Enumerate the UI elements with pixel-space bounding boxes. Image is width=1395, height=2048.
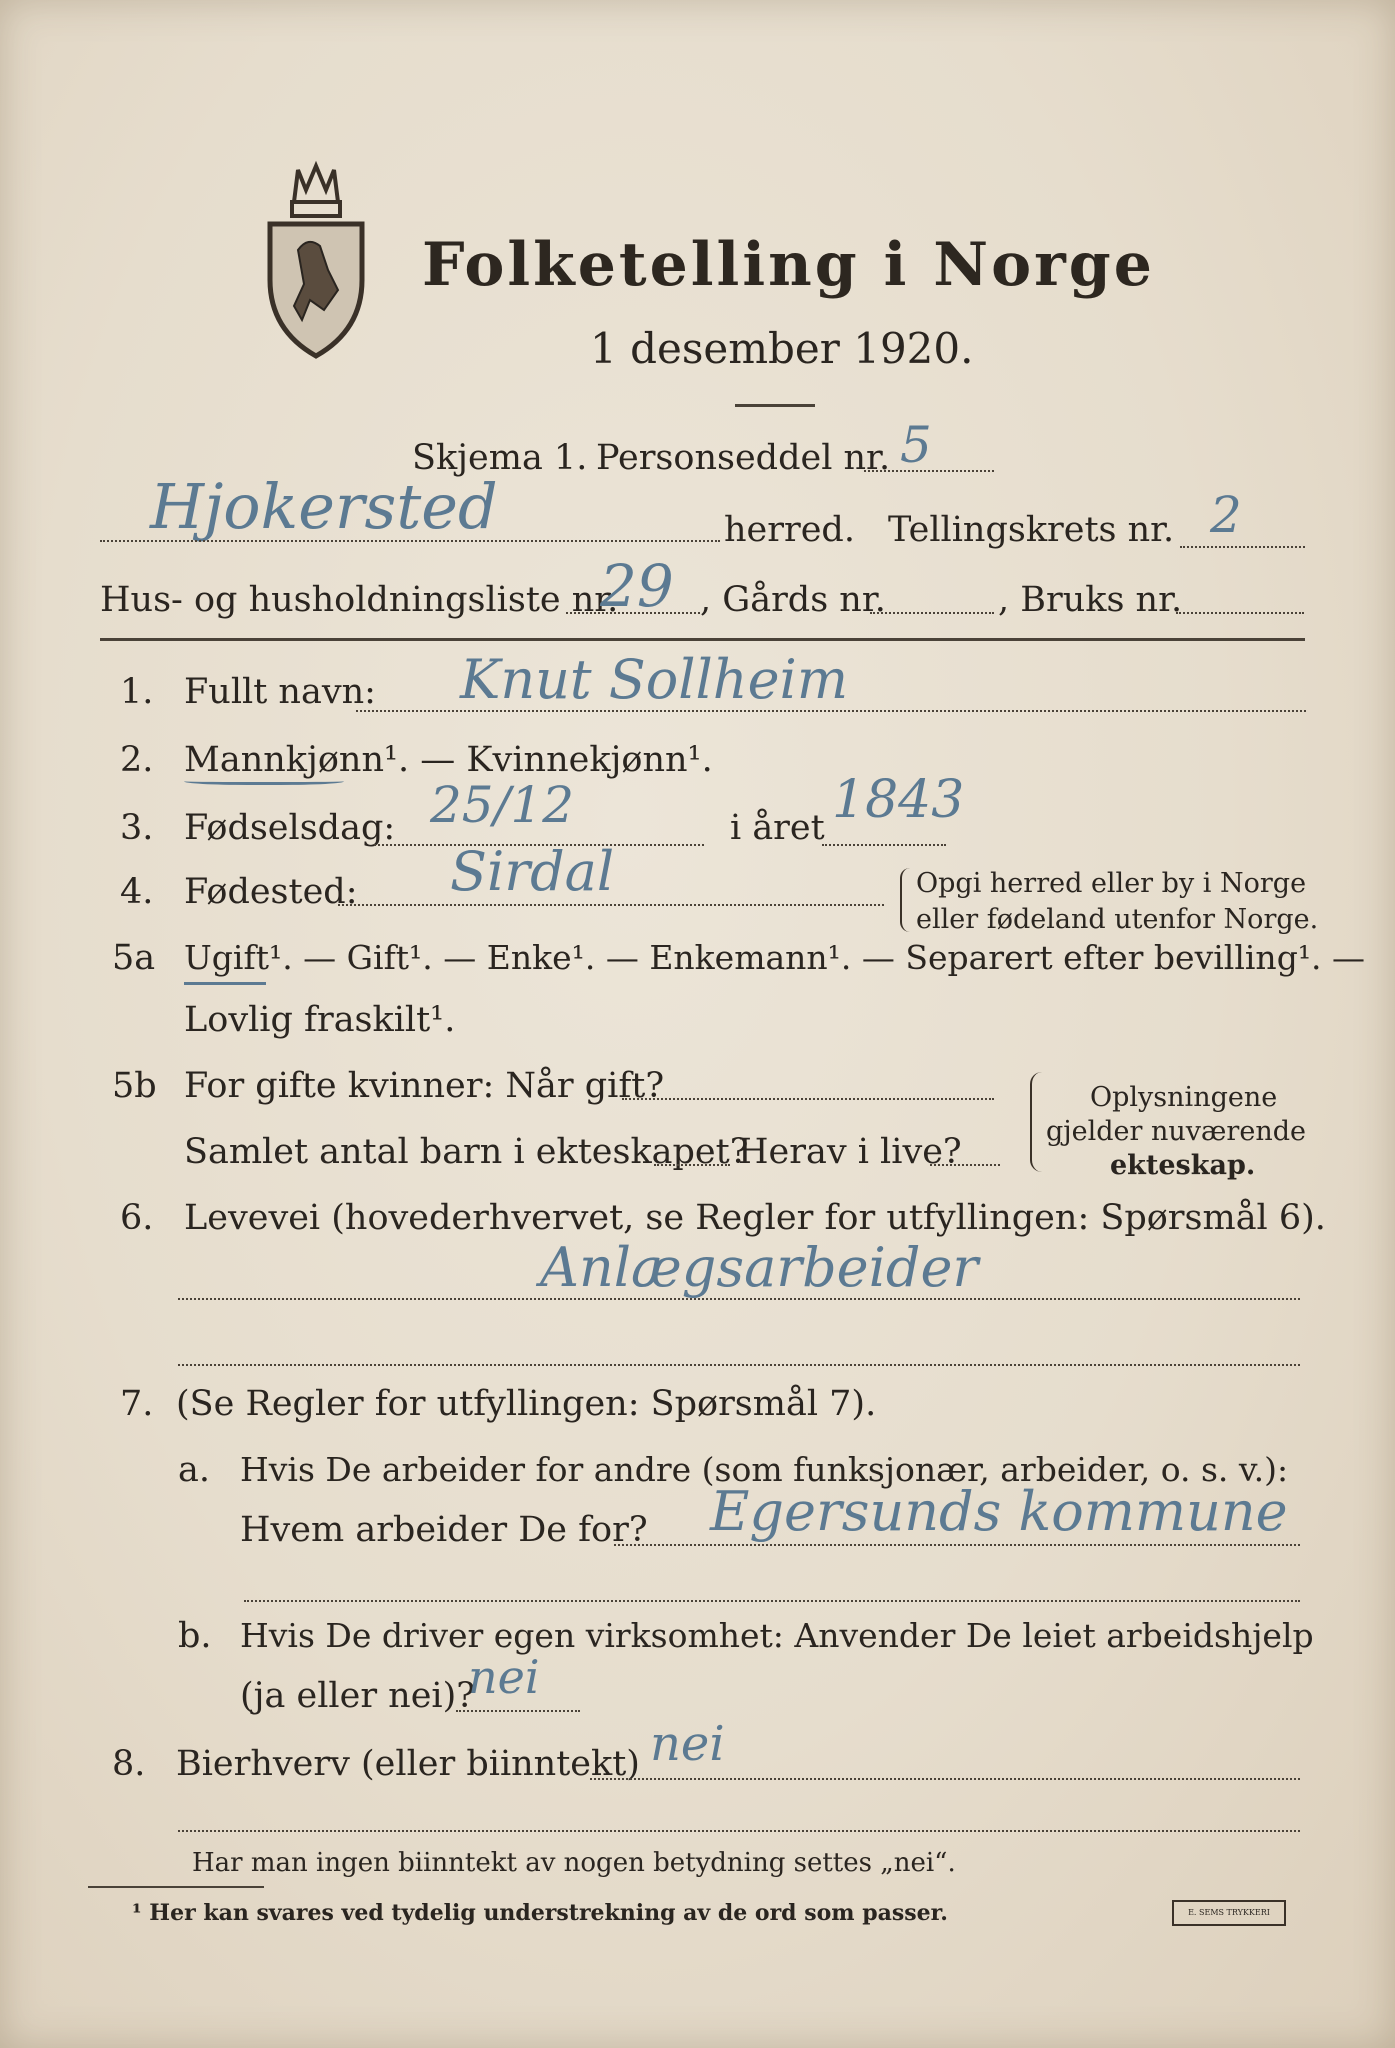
- herred-field-line: [100, 540, 720, 542]
- q4-field-line: [338, 904, 884, 906]
- q5b-when-field-line: [622, 1098, 994, 1100]
- form-date: 1 desember 1920.: [590, 324, 974, 373]
- q3-year-value[interactable]: 1843: [832, 770, 965, 830]
- q5a-number: 5a: [112, 938, 156, 978]
- q4-value[interactable]: Sirdal: [450, 840, 615, 903]
- printer-stamp: E. SEMS TRYKKERI: [1172, 1900, 1286, 1926]
- q1-value[interactable]: Knut Sollheim: [460, 648, 849, 711]
- tellingskrets-field-line: [1180, 546, 1305, 548]
- q5b-note-line3: ekteskap.: [1110, 1150, 1256, 1181]
- q8-field-line: [590, 1778, 1300, 1780]
- herred-value[interactable]: Hjokersted: [150, 470, 498, 543]
- q7a-label2: Hvem arbeider De for?: [240, 1510, 648, 1550]
- q7-label: (Se Regler for utfyllingen: Spørsmål 7).: [176, 1384, 877, 1424]
- q7a-letter: a.: [178, 1450, 210, 1490]
- form-title: Folketelling i Norge: [422, 230, 1155, 300]
- q5a-label2: Lovlig fraskilt¹.: [184, 1000, 456, 1040]
- herred-label: herred.: [724, 510, 855, 550]
- hus-label: Hus- og husholdningsliste nr.: [100, 580, 619, 620]
- q4-note-line2: eller fødeland utenfor Norge.: [916, 904, 1319, 935]
- q6-value[interactable]: Anlægsarbeider: [540, 1236, 979, 1299]
- gards-label: , Gårds nr.: [700, 580, 886, 620]
- header-divider: [100, 638, 1305, 641]
- q5a-label: Ugift¹. — Gift¹. — Enke¹. — Enkemann¹. — Separert efter bevilling¹. —: [184, 938, 1366, 977]
- q7b-field-line: [456, 1710, 580, 1712]
- title-divider: [735, 404, 815, 407]
- q5b-label3: Herav i live?: [738, 1132, 962, 1172]
- tellingskrets-value[interactable]: 2: [1210, 486, 1242, 544]
- q5b-children-field-line: [654, 1164, 730, 1166]
- q5b-note-line1: Oplysningene: [1090, 1082, 1278, 1113]
- q5b-label2: Samlet antal barn i ekteskapet?: [184, 1132, 749, 1172]
- q2-number: 2.: [120, 740, 154, 780]
- q5b-number: 5b: [112, 1066, 157, 1106]
- q8-number: 8.: [112, 1744, 146, 1784]
- q5b-label: For gifte kvinner: Når gift?: [184, 1066, 665, 1106]
- q3-number: 3.: [120, 808, 154, 848]
- q7a-field-line2: [244, 1600, 1300, 1602]
- q4-note-line1: Opgi herred eller by i Norge: [916, 868, 1307, 899]
- q2-underline-mark: [184, 776, 344, 785]
- q3-year-field-line: [822, 844, 946, 846]
- footnote: ¹ Her kan svares ved tydelig understrekning av de ord som passer.: [132, 1900, 948, 1926]
- q7-number: 7.: [120, 1384, 154, 1424]
- q3-label: Fødselsdag:: [184, 808, 396, 848]
- footnote-divider: [88, 1886, 264, 1888]
- norway-coat-of-arms-icon: [258, 160, 374, 360]
- q4-brace: [900, 868, 910, 932]
- q7b-value[interactable]: nei: [468, 1650, 540, 1704]
- q4-label: Fødested:: [184, 872, 358, 912]
- q8-label: Bierhverv (eller biinntekt): [176, 1744, 640, 1784]
- q6-number: 6.: [120, 1198, 154, 1238]
- bruks-field-line: [1176, 612, 1304, 614]
- q5b-alive-field-line: [930, 1164, 1000, 1166]
- q3-value[interactable]: 25/12: [430, 776, 575, 834]
- q5b-brace: [1030, 1072, 1042, 1172]
- bruks-label: , Bruks nr.: [998, 580, 1183, 620]
- skjema-label: Skjema 1.: [412, 438, 588, 478]
- nei-note: Har man ingen biinntekt av nogen betydning settes „nei“.: [192, 1848, 956, 1878]
- tellingskrets-label: Tellingskrets nr.: [888, 510, 1175, 550]
- q4-number: 4.: [120, 872, 154, 912]
- personseddel-label: Personseddel nr.: [596, 438, 891, 478]
- q6-field-line2: [178, 1364, 1300, 1366]
- q1-number: 1.: [120, 672, 154, 712]
- q7b-label: Hvis De driver egen virksomhet: Anvender De leiet arbeidshjelp: [240, 1616, 1314, 1655]
- q7a-field-line1: [614, 1544, 1300, 1546]
- q7a-value[interactable]: Egersunds kommune: [710, 1480, 1288, 1543]
- q8-field-line2: [178, 1830, 1300, 1832]
- q5b-note-line2: gjelder nuværende: [1046, 1116, 1306, 1147]
- q7b-letter: b.: [178, 1616, 212, 1656]
- q6-field-line1: [178, 1298, 1300, 1300]
- gards-field-line: [870, 612, 994, 614]
- q1-label: Fullt navn:: [184, 672, 376, 712]
- q3-year-label: i året: [730, 808, 825, 848]
- q5a-underline-mark: [184, 976, 266, 985]
- personseddel-value[interactable]: 5: [900, 416, 932, 474]
- q8-value[interactable]: nei: [650, 1716, 725, 1772]
- q7b-label2: (ja eller nei)?: [240, 1676, 476, 1716]
- hus-value[interactable]: 29: [600, 552, 674, 620]
- q6-label: Levevei (hovederhvervet, se Regler for utfyllingen: Spørsmål 6).: [184, 1198, 1326, 1238]
- q2-label: Mannkjønn¹. — Kvinnekjønn¹.: [184, 740, 713, 780]
- q7a-label: Hvis De arbeider for andre (som funksjonær, arbeider, o. s. v.):: [240, 1450, 1289, 1489]
